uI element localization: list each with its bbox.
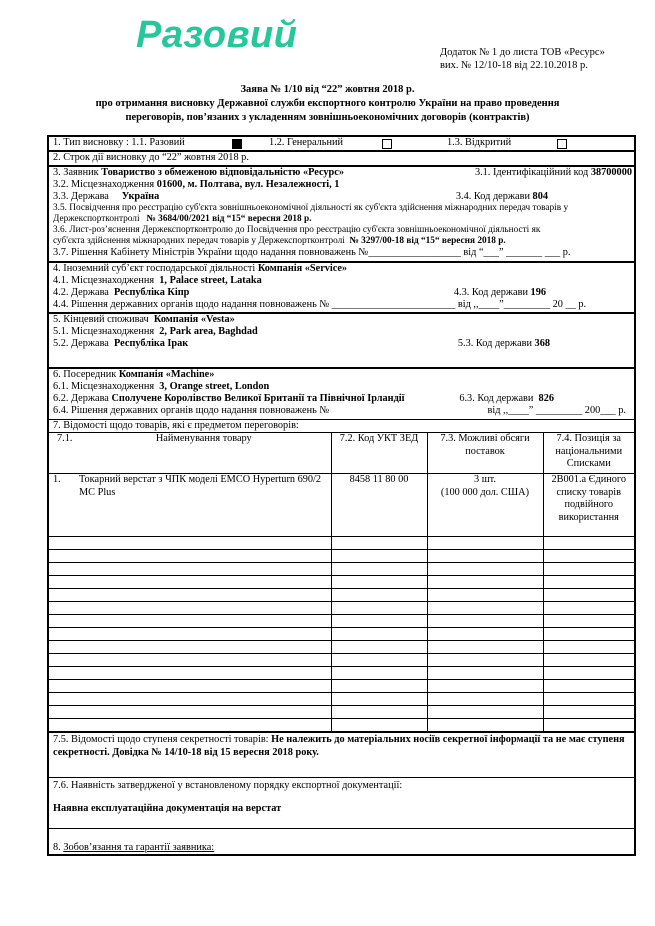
table-cell-empty[interactable] <box>331 576 427 589</box>
table-cell-empty[interactable] <box>77 667 331 680</box>
table-row-empty <box>49 706 634 719</box>
table-cell-empty[interactable] <box>49 693 77 706</box>
table-cell-empty[interactable] <box>427 667 543 680</box>
applicant-state-label: 3.3. Держава <box>53 191 109 202</box>
table-cell-empty[interactable] <box>543 654 634 667</box>
table-cell-empty[interactable] <box>427 680 543 693</box>
option-general-label: 1.2. Генеральний <box>269 137 344 148</box>
end-user-label: 5. Кінцевий споживач <box>53 314 149 325</box>
intermediary-state-code-label: 6.3. Код держави <box>459 393 534 404</box>
col-header-code: 7.2. Код УКТ ЗЕД <box>331 433 427 474</box>
table-cell-empty[interactable] <box>77 589 331 602</box>
section-intermediary <box>49 367 634 419</box>
addendum-reference <box>440 46 605 72</box>
registration-cert-label2: Держекспортконтролі <box>53 214 140 224</box>
application-form <box>47 135 636 856</box>
goods-section-label: 7. Відомості щодо товарів, які є предметом переговорів: <box>53 420 299 431</box>
table-cell-empty[interactable] <box>77 563 331 576</box>
table-cell-empty[interactable] <box>427 563 543 576</box>
table-cell-empty[interactable] <box>77 641 331 654</box>
foreign-entity-value: Компанія «Service» <box>257 263 348 274</box>
end-user-location-value: 2, Park area, Baghdad <box>159 326 258 337</box>
table-cell-empty[interactable] <box>77 693 331 706</box>
table-cell-empty[interactable] <box>49 641 77 654</box>
table-row-empty <box>49 550 634 563</box>
end-user-value: Компанія «Vesta» <box>153 314 235 325</box>
checkbox-general[interactable] <box>382 139 392 149</box>
applicant-label: 3. Заявник <box>53 167 99 178</box>
table-cell-empty[interactable] <box>49 680 77 693</box>
table-cell-empty[interactable] <box>427 550 543 563</box>
table-cell-empty[interactable] <box>331 563 427 576</box>
foreign-location-value: 1, Palace street, Lataka <box>159 275 262 286</box>
table-row-empty <box>49 654 634 667</box>
intermediary-state-label: 6.2. Держава <box>53 393 109 404</box>
document-title <box>0 83 655 125</box>
table-cell-empty[interactable] <box>77 680 331 693</box>
table-cell-empty[interactable] <box>543 628 634 641</box>
table-row-empty <box>49 628 634 641</box>
col-header-number: 7.1. <box>49 433 77 474</box>
table-cell-empty[interactable] <box>77 550 331 563</box>
goods-table <box>49 432 634 732</box>
col-header-name: Найменування товару <box>77 433 331 474</box>
addendum-line1: Додаток № 1 до листа ТОВ «Ресурс» <box>440 47 605 58</box>
table-cell-empty[interactable] <box>543 615 634 628</box>
registration-cert-label: 3.5. Посвідчення про реєстрацію суб'єкта зовнішньоекономічної діяльності як суб'єкта здійснення міжнародних передач товарів у <box>53 203 569 213</box>
table-row-empty <box>49 693 634 706</box>
table-cell-empty[interactable] <box>543 641 634 654</box>
table-cell-empty[interactable] <box>543 563 634 576</box>
table-row-empty <box>49 667 634 680</box>
applicant-state-value: Україна <box>121 191 160 202</box>
foreign-state-value: Республіка Кіпр <box>114 287 190 298</box>
applicant-location-value: 01600, м. Полтава, вул. Незалежності, 1 <box>156 179 340 190</box>
col-header-volume: 7.3. Можливі обсяги поставок <box>427 433 543 474</box>
obligations-number: 8. <box>53 842 61 853</box>
table-cell-empty[interactable] <box>331 550 427 563</box>
table-cell-empty[interactable] <box>49 602 77 615</box>
title-line3: переговорів, пов’язаних з укладенням зовнішньоекономічних договорів (контрактів) <box>125 112 530 123</box>
section-applicant <box>49 165 634 261</box>
obligations-label: Зобов’язання та гарантії заявника: <box>63 842 215 853</box>
table-cell-empty[interactable] <box>331 537 427 550</box>
table-cell-empty[interactable] <box>331 680 427 693</box>
table-row-empty <box>49 602 634 615</box>
table-cell-empty[interactable] <box>77 654 331 667</box>
table-cell-empty[interactable] <box>543 589 634 602</box>
table-cell-empty[interactable] <box>427 654 543 667</box>
table-cell-empty[interactable] <box>331 602 427 615</box>
cabinet-decision-field[interactable]: 3.7. Рішення Кабінету Міністрів України щодо надання повноважень №__________________ від “___” _______ ___ р. <box>53 247 571 258</box>
section-foreign-entity <box>49 261 634 312</box>
table-cell-empty[interactable] <box>49 589 77 602</box>
clarification-letter-label: 3.6. Лист-роз’яснення Держекспортконтролю до Посвідчення про реєстрацію суб'єкта зовнішньоекономічної діяльності як <box>53 225 541 235</box>
table-cell-empty[interactable] <box>427 628 543 641</box>
id-code-value: 38700000 <box>590 167 632 178</box>
title-line2: про отримання висновку Державної служби експортного контролю України на право проведення <box>95 98 560 109</box>
table-cell-empty[interactable] <box>543 550 634 563</box>
section-goods <box>49 419 634 732</box>
end-user-state-label: 5.2. Держава <box>53 338 109 349</box>
option-open-label: 1.3. Відкритий <box>447 137 512 148</box>
table-cell-empty[interactable] <box>427 719 543 732</box>
table-cell-empty[interactable] <box>331 706 427 719</box>
table-row-empty <box>49 589 634 602</box>
foreign-location-label: 4.1. Місцезнаходження <box>53 275 155 286</box>
intermediary-decision-label: 6.4. Рішення державних органів щодо надання повноважень № <box>53 405 330 416</box>
table-cell-empty[interactable] <box>331 654 427 667</box>
table-cell-empty[interactable] <box>543 537 634 550</box>
addendum-line2: вих. № 12/10-18 від 22.10.2018 р. <box>440 60 588 71</box>
goods-table-header <box>49 433 634 474</box>
end-user-state-code-value: 368 <box>534 338 550 349</box>
conclusion-type-label: 1. Тип висновку : 1.1. Разовий <box>53 137 185 148</box>
table-row-empty <box>49 641 634 654</box>
intermediary-state-code-value: 826 <box>538 393 554 404</box>
section-end-user <box>49 312 634 367</box>
section-conclusion-type <box>49 137 634 150</box>
table-cell-empty[interactable] <box>331 628 427 641</box>
table-row-empty <box>49 576 634 589</box>
intermediary-state-value: Сполучене Королівство Великої Британії та Північної Ірландії <box>111 393 405 404</box>
end-user-state-code-label: 5.3. Код держави <box>457 338 532 349</box>
table-cell-empty[interactable] <box>427 537 543 550</box>
clarification-letter-value: № 3297/00-18 від “15“ вересня 2018 р. <box>349 236 506 246</box>
table-cell-empty[interactable] <box>427 641 543 654</box>
table-cell-empty[interactable] <box>427 693 543 706</box>
section-secrecy <box>49 732 634 777</box>
applicant-location-label: 3.2. Місцезнаходження <box>53 179 155 190</box>
table-row-empty <box>49 563 634 576</box>
table-cell-empty[interactable] <box>427 576 543 589</box>
product-code: 8458 11 80 00 <box>331 474 427 537</box>
table-cell-empty[interactable] <box>543 667 634 680</box>
table-cell-empty[interactable] <box>543 680 634 693</box>
goods-empty-rows <box>49 537 634 732</box>
table-cell-empty[interactable] <box>543 602 634 615</box>
table-cell-empty[interactable] <box>49 576 77 589</box>
col-header-position: 7.4. Позиція за національними Списками <box>543 433 634 474</box>
product-volume-value: (100 000 дол. США) <box>440 486 530 498</box>
product-name: Токарний верстат з ЧПК моделі EMCO Hyperturn 690/2 MC Plus <box>77 474 331 537</box>
export-docs-value: Наявна експлуатаційна документація на верстат <box>53 803 282 814</box>
table-cell-empty[interactable] <box>49 563 77 576</box>
clarification-letter-label2: суб'єкта здійснення міжнародних передач товарів у Держекспортконтролі <box>53 236 345 246</box>
product-list-position: 2В001.а Єдиного списку товарів подвійного використання <box>543 474 634 537</box>
id-code-label: 3.1. Ідентифікаційний код <box>474 167 589 178</box>
table-cell-empty[interactable] <box>49 719 77 732</box>
table-cell-empty[interactable] <box>77 615 331 628</box>
table-cell-empty[interactable] <box>331 615 427 628</box>
secrecy-value: Не належить до матеріальних носіїв секретної інформації та не має ступеня секретності. Довідка № 14/10-18 від 15 вересня 2018 року. <box>53 734 625 758</box>
table-row-empty <box>49 615 634 628</box>
intermediary-location-value: 3, Orange street, London <box>159 381 270 392</box>
table-cell-empty[interactable] <box>77 602 331 615</box>
table-cell-empty[interactable] <box>543 693 634 706</box>
foreign-state-code-label: 4.3. Код держави <box>453 287 528 298</box>
table-cell-empty[interactable] <box>49 706 77 719</box>
table-cell-empty[interactable] <box>427 589 543 602</box>
table-cell-empty[interactable] <box>427 615 543 628</box>
table-cell-empty[interactable] <box>49 628 77 641</box>
table-cell-empty[interactable] <box>49 654 77 667</box>
foreign-state-label: 4.2. Держава <box>53 287 109 298</box>
table-cell-empty[interactable] <box>543 706 634 719</box>
table-cell-empty[interactable] <box>77 706 331 719</box>
table-row-empty <box>49 680 634 693</box>
table-cell-empty[interactable] <box>427 602 543 615</box>
applicant-state-code-label: 3.4. Код держави <box>455 191 530 202</box>
table-cell-empty[interactable] <box>77 719 331 732</box>
table-cell-empty[interactable] <box>331 589 427 602</box>
applicant-state-code-value: 804 <box>532 191 548 202</box>
table-cell-empty[interactable] <box>77 628 331 641</box>
checkbox-open[interactable] <box>557 139 567 149</box>
export-docs-label: 7.6. Наявність затвердженої у встановленому порядку експортної документації: <box>53 780 403 791</box>
registration-cert-value: № 3684/00/2021 від “15“ вересня 2018 р. <box>146 214 312 224</box>
intermediary-location-label: 6.1. Місцезнаходження <box>53 381 155 392</box>
table-cell-empty[interactable] <box>427 706 543 719</box>
table-cell-empty[interactable] <box>49 615 77 628</box>
table-cell-empty[interactable] <box>543 576 634 589</box>
table-cell-empty[interactable] <box>331 667 427 680</box>
table-row-empty <box>49 719 634 732</box>
product-volume <box>427 474 543 537</box>
table-cell-empty[interactable] <box>331 693 427 706</box>
table-cell-empty[interactable] <box>49 537 77 550</box>
intermediary-label: 6. Посередник <box>53 369 117 380</box>
table-cell-empty[interactable] <box>543 719 634 732</box>
section-export-docs <box>49 777 634 828</box>
validity-term-label: 2. Строк дії висновку до “22” жовтня 2018 р. <box>53 152 249 163</box>
secrecy-label: 7.5. Відомості щодо ступеня секретності товарів: <box>53 734 269 745</box>
end-user-location-label: 5.1. Місцезнаходження <box>53 326 155 337</box>
foreign-entity-label: 4. Іноземний суб’єкт господарської діяльності <box>53 263 256 274</box>
table-cell-empty[interactable] <box>49 550 77 563</box>
table-row-empty <box>49 537 634 550</box>
table-cell-empty[interactable] <box>331 641 427 654</box>
table-cell-empty[interactable] <box>49 667 77 680</box>
foreign-state-code-value: 196 <box>530 287 546 298</box>
title-line1: Заява № 1/10 від “22” жовтня 2018 р. <box>240 84 415 95</box>
table-cell-empty[interactable] <box>331 719 427 732</box>
row-number: 1. <box>49 474 77 537</box>
checkbox-single[interactable] <box>232 139 242 149</box>
product-volume-qty: 3 шт. <box>474 474 496 485</box>
table-row <box>49 474 634 537</box>
intermediary-value: Компанія «Machine» <box>118 369 215 380</box>
table-cell-empty[interactable] <box>77 576 331 589</box>
applicant-value: Товариство з обмеженою відповідальністю «Ресурс» <box>101 167 344 178</box>
intermediary-decision-date-field[interactable]: від ,,____” _________ 200___ р. <box>487 405 626 416</box>
section-obligations <box>49 828 634 854</box>
table-cell-empty[interactable] <box>77 537 331 550</box>
end-user-state-value: Республіка Ірак <box>114 338 189 349</box>
stamp-type-label: Разовий <box>136 14 298 56</box>
section-validity-term <box>49 150 634 165</box>
foreign-decision-field[interactable]: 4.4. Рішення державних органів щодо надання повноважень № ________________________ від ,,____”_________ 20 __ р. <box>53 299 587 310</box>
